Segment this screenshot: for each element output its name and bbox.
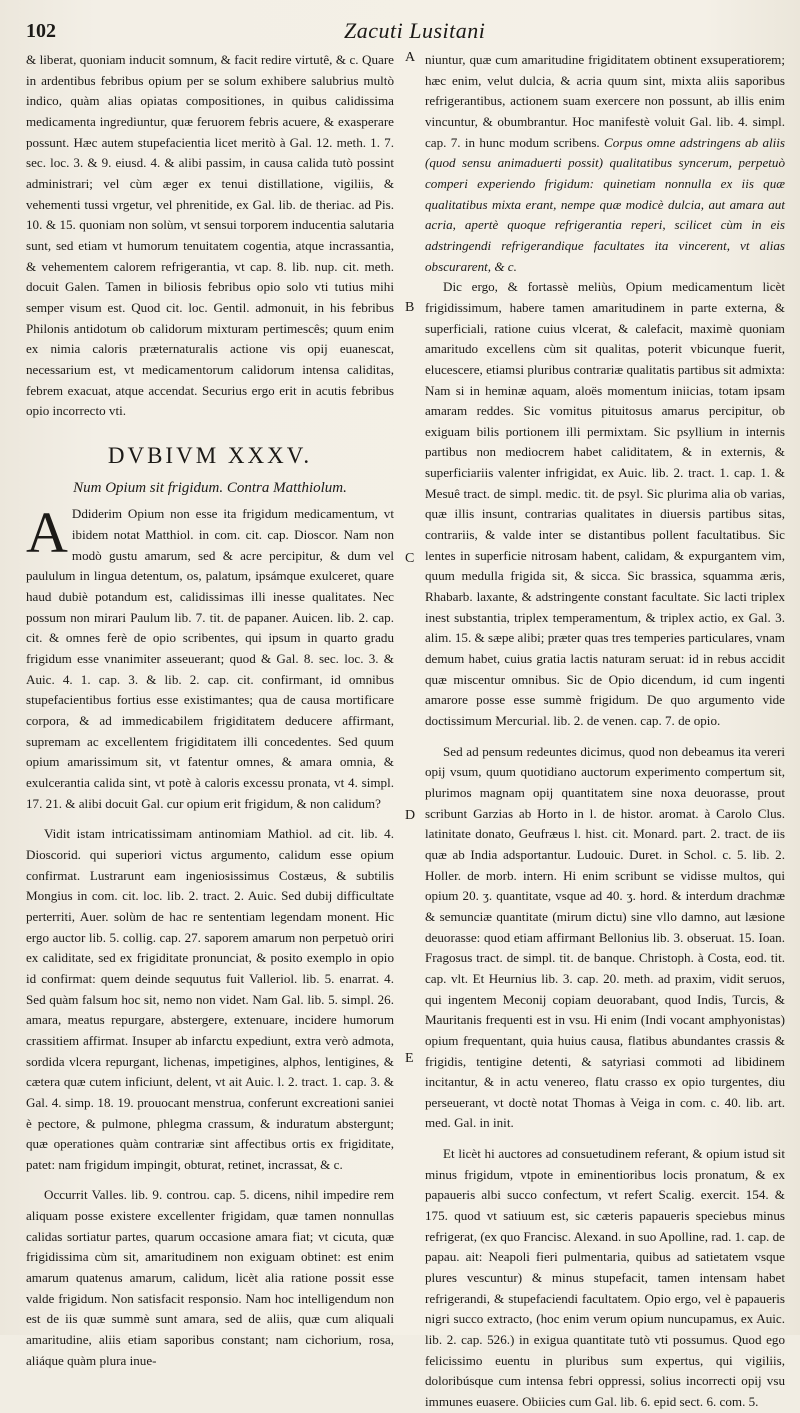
paragraph: Dic ergo, & fortassè meliùs, Opium medicamentum licèt frigidissimum, habere tamen amaritudinem in parte externa, & superficiali, ratione cuius vlcerat, & calefacit, maximè quoniam amaritudo excellens cùm sit qualitas, poterit vbicunque fuerit, elucescere, etiamsi pluribus contrariæ qualitatis partibus sit admixta: Nam si in heminæ aquam, aloës momentum iniicias, totam ipsam amaram reddes. Sic vomitus pituitosus amarus percipitur, ob exiguam bilis portionem illi permixtam. Sic psyllium in internis partibus non mediocrem habet caliditatem, & in externis, & superficiariis valenter infrigidat, ex Auic. lib. 2. tract. 1. cap. 1. & Mesuê tract. de simpl. medic. tit. de psyl. Sic plurima alia ob varias, quæ illis insunt, contrarias qualitates in diuersis partibus sitas, contrariis, & valde inter se distantibus pollent facultatibus. Sic lentes in superficie nitrosam habent, calidam, & expurgantem vim, quum medulla frigida sit, & sicca. Sic brassica, squamma æris, Rhabarb. laxante, & adstringente constant facultate. Sic lacti triplex inest substantia, triplex temperamentum, & triplex actio, ex Gal. 3. alim. 15. & sæpe alibi; præter quas tres temperies particulares, vnam demum habet, cuius gratia lactis naturam seruat: id in rebus accidit quæ miscentur omnibus. Sic de Opio dicendum, id cum ingenti amarore posse esse summè frigidum. De quo argumento vide doctissimum Mercurial. lib. 2. de venen. cap. 7. de opio. <box>425 279 785 728</box>
margin-letter-c: C <box>405 551 415 566</box>
running-head <box>26 18 780 54</box>
margin-letter-b: B <box>405 300 415 315</box>
paragraph <box>425 50 785 277</box>
page-number: 102 <box>26 20 56 42</box>
paragraph: Sed ad pensum redeuntes dicimus, quod non debeamus ita vereri opij vsum, quum quotidiano auctorum experimento compertum sit, plurimos magnam opij quantitatem sine noxa deuorasse, prout scribunt Garzias ab Horto in l. de histor. aromat. à Carolo Clus. latinitate donato, Geufræus l. hist. cit. Monard. part. 2. tract. de iis quæ ab India adsportantur. Ludouic. Duret. in Schol. c. 5. lib. 2. Holler. de morb. intern. Hi enim scribunt se vidisse multos, qui opium 20. ʒ. quantitate, vsque ad 40. ʒ. hord. & interdum drachmæ & semunciæ quantitate (mirum dictu) sine vllo damno, aut læsione deuorasse: quod etiam affirmant Bellonius lib. 3. obseruat. 15. Ioan. Fragosus tract. de simpl. tit. de banque. Christoph. à Costa, eod. tit. cap. vlt. Et Heurnius lib. 3. cap. 20. meth. ad praxim, vidit seruos, qui ingentem Meconij copiam deuorabant, quod Indis, Turcis, & Mauritanis frequenti est in vsu. Hi enim (Indi vocant amphyonistas) opium frequentant, quia huius causa, flatibus abundantes crassis & frigidis, tentigine detenti, & satyriasi commoti ad libidinem incitantur, & in actu venereo, flatu crasso ex opio turgentes, diu perseuerant, vt doctè notat Thomas à Veiga in com. c. 40. lib. art. med. Gal. in init. <box>425 743 785 1131</box>
galen-quotation: Corpus omne adstringens ab aliis (quod sensu animaduerti possit) qualitatibus syncerum, perpetuò comperi experiendo frigidum: quinetiam nonnulla ex iis quæ qualitatibus mixta erant, nempe quæ modicè dulcia, aut amara aut acria, apertè quoque refrigerantia reperi, scilicet cùm in eis adstringendi refrigerandique facultates ita vincerent, vt alias obscurarent, & c. <box>425 134 785 274</box>
margin-letter-e: E <box>405 1051 414 1066</box>
margin-letter-a: A <box>405 50 416 65</box>
margin-letter-d: D <box>405 808 416 823</box>
paragraph <box>26 500 394 814</box>
paragraph: & liberat, quoniam inducit somnum, & facit redire virtutê, & c. Quare in ardentibus febribus opium per se solum exhibere salubrius multò indico, quàm alias opiatas compositiones, in quibus calidissima medicamenta ingrediuntur, quæ feruorem febris acuere, & exasperare possunt. Hæc autem stupefacientia licet meritò à Gal. 12. meth. 1. 7. sec. loc. 3. & 9. eiusd. 4. & alibi passim, in causa calida tutò possint administrari; vel cùm æger ex tenui distillatione, vigiliis, & vehementi tussi vrgetur, vel phrenitide, ex Gal. lib. de theriac. ad Pis. 10. & 15. quoniam non solùm, vt sensui torporem inducentia salutaria sunt, sed etiam vt humorum tenuitatem cogentia, atque incrassantia, & vehementem calorem refrigerantia, vt cap. 8. lib. nup. cit. meth. docuit Galen. Tamen in biliosis febribus opio solo vti tutius mihi semper visum est. Quod cit. loc. Gentil. admonuit, in his febribus Philonis antidotum ob calidorum mixturam pertimescês; quum enim ex nimia caloris præternaturalis actione vis opij euanescat, necessarium est, vt medicamentorum calidorum intensa caliditas, febrem exacuat, atque accendat. Securius ergo erit in acutis febribus opio incorrecto vti. <box>26 52 394 419</box>
paragraph: Occurrit Valles. lib. 9. controu. cap. 5. dicens, nihil impedire rem aliquam posse existere excellenter frigidam, quæ tamen nonnullas calidas sortiatur partes, quarum occasione amara fiat; vt cicuta, quæ frigidissima cùm sit, amaritudinem non exiguam obtinet: est enim amarum quatenus amarum, calidum, licèt alia ratione possit esse valde frigidum. Non satisfacit responsio. Nam hoc intelligendum non est de iis quæ summè sunt amara, sed de aliis, quæ cum aliquali amaritudine, aliis etiam saporibus constant; nam cichorium, rosa, aliáque quàm plura inue- <box>26 1187 394 1368</box>
dubium-heading: DVBIVM XXXV. <box>107 442 313 468</box>
paragraph-text: niuntur, quæ cum amaritudine frigiditatem obtinent exsuperatiorem; hæc enim, velut dulcia, & acria quum sint, mixta aliis saporibus refrigerantibus, actionem suam exercere non possunt, ab illis enim vincuntur, & obumbrantur. Hoc manifestè voluit Gal. lib. 4. simpl. cap. 7. in hunc modum scribens. <box>425 52 785 150</box>
right-column <box>425 50 785 1413</box>
drop-cap: A <box>26 500 68 566</box>
dubium-subtitle: Num Opium sit frigidum. Contra Matthiolum. <box>73 479 347 496</box>
paragraph: Et licèt hi auctores ad consuetudinem referant, & opium istud sit minus frigidum, vtpote in eminentioribus locis pronatum, & ex papaueris albi succo confectum, vt refert Scalig. exercit. 154. & 175. quod vt satiuum est, sic cæteris papaueris speciebus minus refrigerat, (ex quo Francisc. Alexand. in suo Apolline, rad. 1. cap. de papau. ait: Neapoli fieri pulmentaria, quibus ad satietatem vsque plures vescuntur) & minus stupefacit, tamen intensam habet refrigerandi, & stupefaciendi facultatem. Opio ergo, vel è papaueris nigri succo extracto, (hoc enim verum opium nuncupamus, ex Auic. lib. 2. cap. 526.) in exigua quantitate tutò vti possumus. Quod ego felicissimo euentu in pluribus sum expertus, qui vigiliis, doloribúsque cum intensa febri oppressi, solius incorrecti opij vsu immunes euasere. Obiicies cum Gal. lib. 6. epid sect. 6. com. 5. <box>425 1146 785 1409</box>
left-column <box>26 50 394 1371</box>
running-title: Zacuti Lusitani <box>344 18 486 43</box>
paragraph: Vidit istam intricatissimam antinomiam Mathiol. ad cit. lib. 4. Dioscorid. qui superiori victus argumento, calidum esse opium confirmat. Lustrarunt eam ingeniosissimus Costæus, & subtilis Mongius in com. cit. loc. lib. 2. tract. 2. Auic. Sed dubij difficultate perterriti, Auer. solùm de hac re sententiam legendam monent. Hic ergo auctor lib. 5. collig. cap. 27. saporem amarum non perpetuò oriri ex caliditate, sed ex frigiditate pronunciat, & posito exemplo in opio id confirmat: quem deinde sequutus fuit Valleriol. lib. 5. enarrat. 4. Sed quàm falsum hoc sit, nemo non videt. Nam Gal. lib. 5. simpl. 26. amara, meatus repurgare, abstergere, extenuare, incidere humorum crassitiem affirmat. Insuper ab infarctu expediunt, extra verò admota, sordida vlcera repurgant, lichenas, impetigines, alphos, lentigines, & cætera quæ cutem inficiunt, delent, vt ait Auic. l. 2. tract. 1. cap. 3. & Gal. 4. simp. 18. 19. prouocant menstrua, conferunt excreationi saniei è pectore, & pulmone, phlegma crassum, & induratum abstergunt; quæ operationes quàm contrariæ sint affectibus ortis ex frigiditate, patet: nam frigidum impingit, obturat, retinet, incrassat, & c. <box>26 826 394 1172</box>
paragraph-text: Ddiderim Opium non esse ita frigidum medicamentum, vt ibidem notat Matthiol. in com. cit. cap. Dioscor. Nam non modò gustu amarum, sed & acre percipitur, & dum vel paululum in lingua detentum, os, palatum, ipsámque exulceret, quare haud dubiè potandum est, calidissimas illi inesse qualitates. Nec possum non mirari Paulum lib. 7. tit. de papaner. Auicen. lib. 2. cap. cit. & omnes ferè de opio scribentes, qui ipsum in quarto gradu frigidum esse vnanimiter asseuerant; quod & Gal. 8. sec. loc. 3. & Auic. 4. 1. cap. 3. & lib. 2. cap. cit. confirmant, id omnibus stupefacientibus fortius esse existimantes; qua de causa mortificare corpora, & ad immedicabilem frigiditatem deducere affirmant, supremam ac excellentem frigiditatem illi concedentes. Sed quum opium amarissimum sit, vt fatentur omnes, & amara omnia, & exulcerantia calida sint, vt potè à caloris excessu pronata, vt 4. simpl. 17. 21. & alibi docuit Gal. cur opium erit frigidum, & non calidum? <box>26 506 394 811</box>
